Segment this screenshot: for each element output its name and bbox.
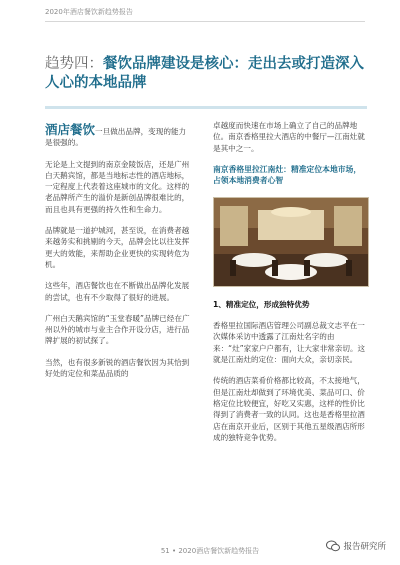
section-heading: 餐饮品牌建设是核心：走出去或打造深入人心的本地品牌 xyxy=(45,56,364,91)
paragraph: 广州白天鹅宾馆的“玉堂春暖”品牌已经在广州以外的城市与业主合作开设分店，进行品牌扩展的初试探了。 xyxy=(45,313,190,346)
case-subheading: 南京香格里拉江南灶：精准定位本地市场，占领本地消费者心智 xyxy=(213,164,362,186)
left-column xyxy=(45,124,193,389)
paragraph: 香格里拉国际酒店管理公司副总裁文志平在一次媒体采访中透露了江南灶名字的由来：“灶”家家户户都有，让大家非常亲切。这就是江南灶的定位：面向大众，亲切亲民。 xyxy=(213,321,366,365)
lead-rest: 一旦做出品牌，变现的能力是很强的。 xyxy=(45,127,187,148)
point-heading: 1、精准定位，形成独特优势 xyxy=(213,299,310,309)
watermark-text: 报告研究所 xyxy=(343,542,386,552)
restaurant-photo xyxy=(213,197,369,287)
restaurant-photo-art xyxy=(214,198,368,286)
wechat-icon xyxy=(326,540,340,552)
paragraph: 当然，也有很多新锐的酒店餐饮因为其恰到好处的定位和菜品品质的 xyxy=(45,357,190,379)
paragraph: 卓越度而快速在市场上确立了自己的品牌地位。南京香格里拉大酒店的中餐厅—江南灶就是其中之一。 xyxy=(213,121,365,153)
section-title xyxy=(45,55,367,93)
lead-term: 酒店餐饮 xyxy=(45,122,96,137)
lead-paragraph xyxy=(45,124,193,149)
page-header: 2020年酒店餐饮新趋势报告 xyxy=(45,8,365,22)
paragraph: 无论是上文提到的南京金陵饭店，还是广州白天鹅宾馆，都是当地标志性的酒店地标，一定程度上代表着这座城市的文化。这样的老品牌所产生的溢价是新创品牌很难比的，而且也具有更强的持久性和生命力。 xyxy=(45,159,190,214)
title-divider xyxy=(45,106,367,109)
paragraph: 传统的酒店菜肴价格都比较高，不太接地气，但是江南灶却做到了环境优美、菜品可口、价格定位比较便宜，好吃又实惠，这样的性价比得到了消费者一致的认同。这也是香格里拉酒店在南京开业后，区别于其他五星级酒店所形成的独特竞争优势。 xyxy=(213,376,365,442)
watermark xyxy=(326,540,386,552)
page-footer: 51 • 2020酒店餐饮新趋势报告 xyxy=(160,547,260,555)
right-column xyxy=(213,120,367,453)
paragraph: 这些年，酒店餐饮也在不断做出品牌化发展的尝试，也有不少取得了很好的进展。 xyxy=(45,281,190,302)
section-prefix: 趋势四： xyxy=(45,56,103,72)
paragraph: 品牌就是一道护城河，甚至说，在消费者越来越务实和挑剔的今天，品牌会比以往发挥更大的效能，来帮助企业更快的实现转危为机。 xyxy=(45,226,190,269)
